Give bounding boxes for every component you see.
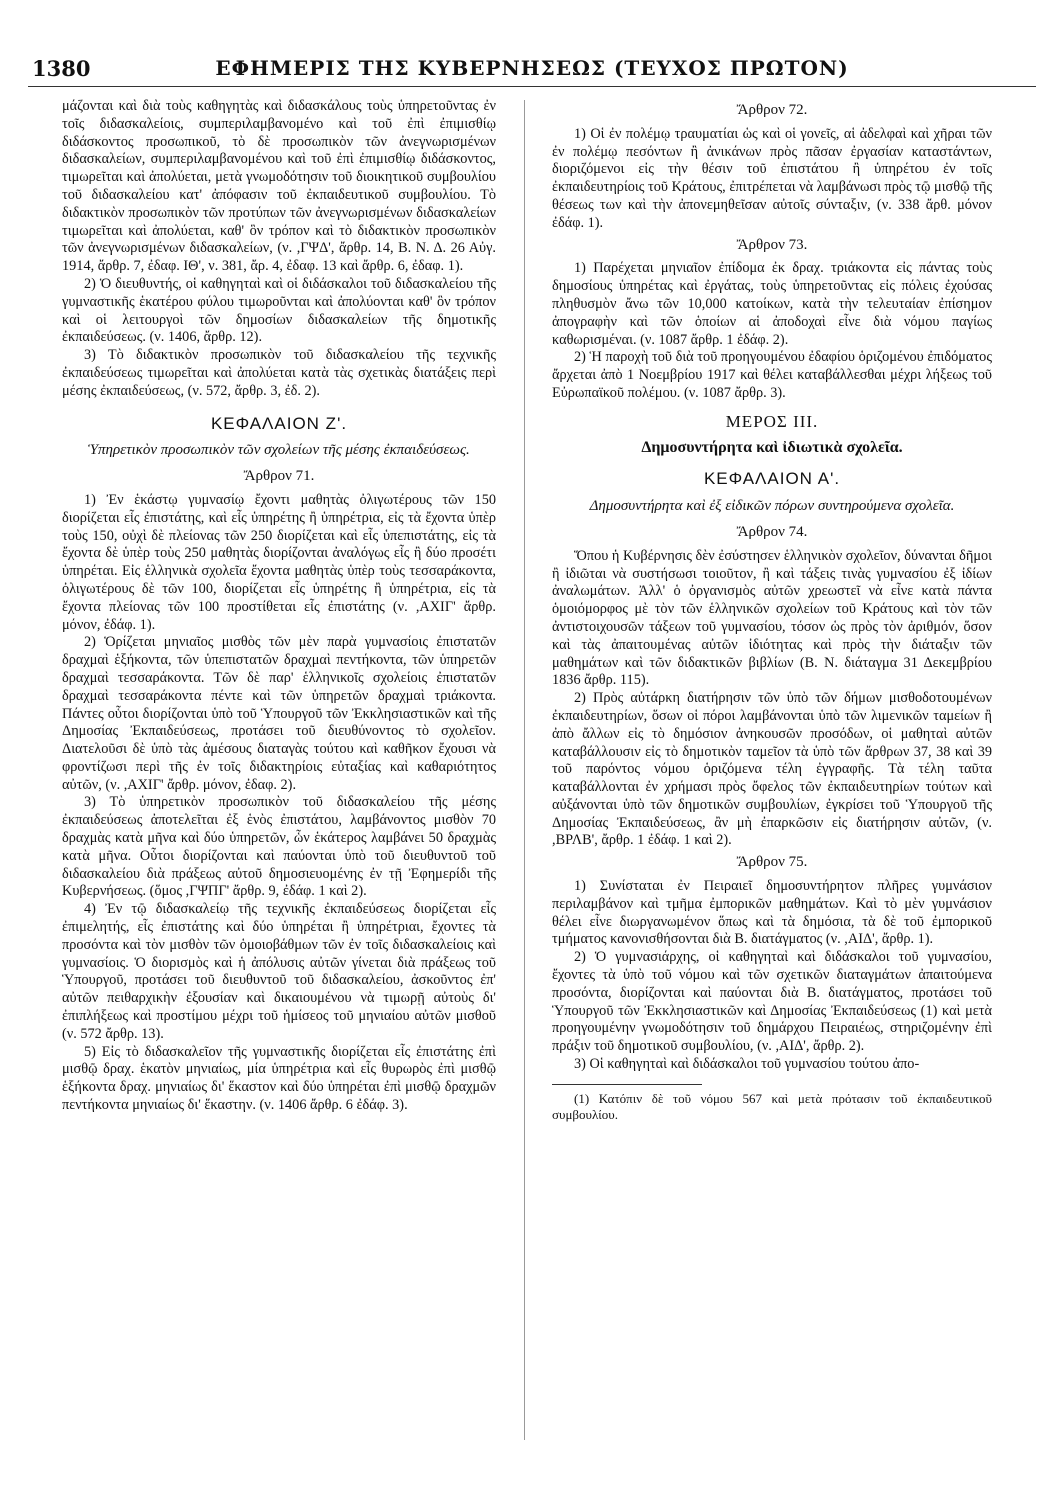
paragraph: 2) Ὁ διευθυντής, οἱ καθηγηταὶ καὶ οἱ διδάσκαλοι τοῦ διδασκαλείου τῆς γυμναστικῆς ἑκατέρου φύλου τιμωροῦνται καὶ ἀπολύονται καθ' ὃν τρόπον καὶ οἱ λειτουργοὶ τῶν δημοσίων διδασκαλείων τῆς δημοτικῆς ἐκπαιδεύσεως. (ν. 1406, ἄρθρ. 12).: [62, 275, 496, 346]
paragraph: 5) Εἰς τὸ διδασκαλεῖον τῆς γυμναστικῆς διορίζεται εἷς ἐπιστάτης ἐπὶ μισθῷ δραχ. ἑκατὸν μηνιαίως, μία ὑπηρέτρια καὶ εἷς θυρωρὸς ἐπὶ μισθῷ ἑξήκοντα δραχ. μηνιαίως δι' ἕκαστον καὶ δύο ὑπηρέται ἐπὶ μισθῷ δραχμῶν πεντήκοντα μηνιαίως δι' ἕκαστην. (ν. 1406 ἄρθρ. 6 ἐδάφ. 3).: [62, 1043, 496, 1114]
chapter-heading: ΚΕΦΑΛΑΙΟΝ Α'.: [703, 469, 841, 489]
paragraph: 1) Οἱ ἐν πολέμῳ τραυματίαι ὡς καὶ οἱ γονεῖς, αἱ ἀδελφαὶ καὶ χῆραι τῶν ἐν πολέμῳ πεσόντων ἢ ἀνικάνων πρὸς πᾶσαν ἐργασίαν καταστάντων, διοριζόμενοι εἰς τὴν θέσιν τοῦ ἐπιστάτου ἢ ὑπηρέτου ἐν τοῖς ἐκπαιδευτηρίοις τοῦ Κράτους, ἐπιτρέπεται νὰ λαμβάνωσι πρὸς τῷ μισθῷ τῆς θέσεως των καὶ τὴν ἀπονεμηθεῖσαν αὐτοῖς σύνταξιν, (ν. 338 ἄρθ. μόνον ἐδάφ. 1).: [552, 125, 992, 231]
article-heading: Ἄρθρον 72.: [736, 102, 808, 118]
article-heading: Ἄρθρον 71.: [243, 468, 315, 485]
paragraph: 1) Ἐν ἑκάστῳ γυμνασίῳ ἔχοντι μαθητὰς ὀλιγωτέρους τῶν 150 διορίζεται εἷς ἐπιστάτης, καὶ εἷς ὑπηρέτης ἢ ὑπηρέτρια, εἰς τὰ ἔχοντα ὑπὲρ τοὺς 150, οὐχὶ δὲ πλείονας τῶν 250 διορίζεται καὶ εἷς ὑπεπιστάτης, εἰς τὰ ἔχοντα δὲ ὑπὲρ τοὺς 250 μαθητὰς διορίζονται ἀναλόγως εἷς ἢ δύο προσέτι ὑπηρέται. Εἰς ἑλληνικὰ σχολεῖα ἔχοντα μαθητὰς ὑπὲρ τοὺς τεσσαράκοντα, ὀλιγωτέρους δὲ τῶν 100, διορίζεται εἷς ὑπηρέτης ἢ ὑπηρέτρια, εἰς τὰ ἔχοντα πλείονας τῶν 100 προστίθεται εἷς ἐπιστάτης (ν. ,ΑΧΙΓ' ἄρθρ. μόνον, ἐδάφ. 1).: [62, 491, 496, 633]
part-subtitle: Δημοσυντήρητα καὶ ἰδιωτικὰ σχολεῖα.: [641, 438, 903, 456]
paragraph: 4) Ἐν τῷ διδασκαλείῳ τῆς τεχνικῆς ἐκπαιδεύσεως διορίζεται εἷς ἐπιμελητής, εἷς ἐπιστάτης καὶ δύο ὑπηρέται ἢ ὑπηρέτριαι, ἔχοντες τὰ προσόντα καὶ τὸν μισθὸν τῶν ὁμοιοβάθμων τῶν ἐν τοῖς διδασκαλείοις καὶ γυμνασίοις. Ὁ διορισμὸς καὶ ἡ ἀπόλυσις αὐτῶν γίνεται διὰ πράξεως τοῦ Ὑπουργοῦ, προτάσει τοῦ διευθυντοῦ τοῦ διδασκαλείου, ἀσκοῦντος ἐπ' αὐτῶν πειθαρχικὴν ἐξουσίαν καὶ δικαιουμένου νὰ τιμωρῇ αὐτοὺς δι' ἐπιπλήξεως καὶ προστίμου μέχρι τοῦ ἡμίσεος τοῦ μηνιαίου αὐτῶν μισθοῦ (ν. 572 ἄρθρ. 13).: [62, 901, 496, 1042]
paragraph: 1) Παρέχεται μηνιαῖον ἐπίδομα ἐκ δραχ. τριάκοντα εἰς πάντας τοὺς δημοσίους ὑπηρέτας καὶ ἐργάτας, τοὺς ὑπηρετοῦντας εἰς πόλεις ἐχούσας πληθυσμὸν ἄνω τῶν 10,000 κατοίκων, κατὰ τὴν τελευταίαν ἐπίσημον ἀπογραφὴν καὶ τῶν ὁποίων αἱ ἀποδοχαὶ εἶνε διὰ νόμου παγίως καθωρισμέναι. (ν. 1087 ἄρθρ. 1 ἐδάφ. 2).: [552, 260, 992, 348]
article-heading: Ἄρθρον 74.: [736, 523, 808, 540]
part-heading: ΜΕΡΟΣ ΙΙΙ.: [725, 411, 819, 431]
chapter-subtitle: Δημοσυντήρητα καὶ ἐξ εἰδικῶν πόρων συντηρούμενα σχολεῖα.: [589, 498, 955, 515]
chapter-subtitle: Ὑπηρετικὸν προσωπικὸν τῶν σχολείων τῆς μέσης ἐκπαιδεύσεως.: [88, 442, 470, 459]
paragraph: 3) Οἱ καθηγηταὶ καὶ διδάσκαλοι τοῦ γυμνασίου τούτου ἀπο-: [574, 1056, 920, 1073]
paragraph: Ὅπου ἡ Κυβέρνησις δὲν ἐσύστησεν ἑλληνικὸν σχολεῖον, δύνανται δῆμοι ἢ ἰδιῶται νὰ συστήσωσι τοιοῦτον, ἢ καὶ τάξεις τινὰς γυμνασίου ἐξ ἰδίων ἀναλωμάτων. Ἀλλ' ὁ ὀργανισμὸς αὐτῶν χρεωστεῖ νὰ εἶνε κατὰ πάντα ὁμοιόμορφος μὲ τὸν τῶν ἑλληνικῶν σχολείων τοῦ Κράτους καὶ τὸν τῶν ἀντιστοιχουσῶν τάξεων τοῦ γυμνασίου, τόσον ὡς πρὸς τὸν ἀριθμόν, ὅσον καὶ τὰς ἀπαιτουμένας αὐτῶν ἰδιότητας καὶ πρὸς τὴν διάταξιν τῶν μαθημάτων καὶ τῶν διδακτικῶν βιβλίων (Β. Ν. διάταγμα 31 Δεκεμβρίου 1836 ἄρθρ. 115).: [552, 547, 992, 689]
paragraph: 2) Ὁ γυμνασιάρχης, οἱ καθηγηταὶ καὶ διδάσκαλοι τοῦ γυμνασίου, ἔχοντες τὰ ὑπὸ τοῦ νόμου καὶ τῶν σχετικῶν διαταγμάτων ἀπαιτούμενα προσόντα, διορίζονται καὶ παύονται διὰ Β. διατάγματος, προτάσει τοῦ Ὑπουργοῦ τῶν Ἐκκλησιαστικῶν καὶ Δημοσίας Ἐκπαιδεύσεως (1) καὶ μετὰ προηγουμένην γνωμοδότησιν τοῦ δημάρχου Πειραιέως, στηριζομένην ἐπὶ πράξιν τοῦ δημοτικοῦ συμβουλίου, (ν. ,ΑΙΔ', ἄρθρ. 2).: [552, 949, 992, 1055]
paragraph: 3) Τὸ ὑπηρετικὸν προσωπικὸν τοῦ διδασκαλείου τῆς μέσης ἐκπαιδεύσεως ἀποτελεῖται ἐξ ἑνὸς ἐπιστάτου, λαμβάνοντος μισθὸν 70 δραχμὰς κατὰ μῆνα καὶ δύο ὑπηρετῶν, ὧν ἑκάτερος λαμβάνει 50 δραχμὰς κατὰ μῆνα. Οὗτοι διορίζονται καὶ παύονται ὑπὸ τοῦ διευθυντοῦ τοῦ διδασκαλείου διὰ πράξεως αὐτοῦ δημοσιευομένης ἐν τῇ Ἐφημερίδι τῆς Κυβερνήσεως. (ὅμος ,ΓΨΠΓ' ἄρθρ. 9, ἐδάφ. 1 καὶ 2).: [62, 794, 496, 900]
paragraph: 1) Συνίσταται ἐν Πειραιεῖ δημοσυντήρητον πλῆρες γυμνάσιον περιλαμβάνον καὶ τμῆμα ἐμπορικῶν μαθημάτων. Καὶ τὸ μὲν γυμνάσιον θέλει εἶνε διωργανωμένον ὅπως καὶ τὰ δημόσια, τὰ δὲ τοῦ ἐμπορικοῦ τμήματος κανονισθήσονται διὰ Β. διατάγματος (ν. ,ΑΙΔ', ἄρθρ. 1).: [552, 878, 992, 948]
chapter-heading: ΚΕΦΑΛΑΙΟΝ Ζ'.: [210, 413, 348, 433]
paragraph: μάζονται καὶ διὰ τοὺς καθηγητὰς καὶ διδασκάλους τοὺς ὑπηρετοῦντας ἐν τοῖς διδασκαλείοις, συμπεριλαμβανομένο καὶ τοῦ ἐπὶ ἐπιμισθίῳ διδάσκοντος προσωπικοῦ, τὸ δὲ προσωπικὸν τῶν ἀνεγνωρισμένων διδασκαλείων, συμπεριλαμβανομένου καὶ τοῦ ἐπὶ ἐπιμισθίῳ διδάσκοντος, τιμωρεῖται καὶ ἀπολύεται, μετὰ γνωμοδότησιν τοῦ διοικητικοῦ συμβουλίου τοῦ διδασκαλείου κατ' ἀπόφασιν τοῦ ἐκπαιδευτικοῦ συμβουλίου. Τὸ διδακτικὸν προσωπικὸν τῶν προτύπων τῶν ἀνεγνωρισμένων διδασκαλείων τιμωρεῖται καὶ ἀπολύεται, καθ' ὃν τρόπον καὶ τὸ διδακτικὸν προσωπικὸν τῶν ἀνεγνωρισμένων διδασκαλείων, (ν. ,ΓΨΔ', ἄρθρ. 14, Β. Ν. Δ. 26 Αὐγ. 1914, ἄρθρ. 7, ἐδαφ. ΙΘ', ν. 381, ἄρ. 4, ἐδαφ. 13 καὶ ἄρθρ. 6, ἐδαφ. 1).: [62, 98, 496, 275]
paragraph: 2) Πρὸς αὐτάρκη διατήρησιν τῶν ὑπὸ τῶν δήμων μισθοδοτουμένων ἐκπαιδευτηρίων, ὅσων οἱ πόροι λαμβάνονται ὑπὸ τῶν λιμενικῶν ταμείων ἢ ἀπὸ ἄλλων εἰς τὸ δημόσιον ἀνηκουσῶν προσόδων, οἱ μαθηταὶ αὐτῶν καταβάλλουσιν εἰς τὸ δημοτικὸν ταμεῖον τὰ ὑπὸ τῶν ἄρθρων 37, 38 καὶ 39 τοῦ παρόντος νόμου ὁριζόμενα τέλη ἐγγραφῆς. Τὰ τέλη ταῦτα καταβάλλονται ἐν χρήμασι πρὸς ὄφελος τῶν ἐκπαιδευτηρίων τούτων καὶ αὐξάνονται ὑπὸ τῶν δημοτικῶν συμβουλίων, ἐγκρίσει τοῦ Ὑπουργοῦ τῆς Δημοσίας Ἐκπαιδεύσεως, ἂν μὴ ἐπαρκῶσιν εἰς διατήρησιν αὐτῶν, (ν. ,ΒΡΛΒ', ἄρθρ. 1 ἐδάφ. 1 καὶ 2).: [552, 690, 992, 849]
page-header: [28, 52, 1036, 87]
running-title: ΕΦΗΜΕΡΙΣ ΤΗΣ ΚΥΒΕΡΝΗΣΕΩΣ (ΤΕΥΧΟΣ ΠΡΩΤΟΝ): [215, 56, 849, 80]
paragraph: 2) Ἡ παροχὴ τοῦ διὰ τοῦ προηγουμένου ἐδαφίου ὁριζομένου ἐπιδόματος ἄρχεται ἀπὸ 1 Νοεμβρίου 1917 καὶ θέλει καταβάλλεσθαι μέχρι λήξεως τοῦ Εὐρωπαϊκοῦ πολέμου. (ν. 1087 ἄρθρ. 3).: [552, 349, 992, 401]
left-column: [62, 98, 496, 1440]
footnote-rule: [552, 1084, 702, 1085]
right-column: [552, 98, 992, 1440]
article-heading: Ἄρθρον 75.: [736, 854, 808, 871]
paragraph: 2) Ὁρίζεται μηνιαῖος μισθὸς τῶν μὲν παρὰ γυμνασίοις ἐπιστατῶν δραχμαὶ ἑξήκοντα, τῶν ὑπεπιστατῶν δραχμαὶ πεντήκοντα, τῶν ὑπηρετῶν δραχμαὶ τεσσαράκοντα. Τῶν δὲ παρ' ἑλληνικοῖς σχολείοις ἐπιστατῶν δραχμαὶ τεσσαράκοντα πέντε καὶ τῶν ὑπηρετῶν δραχμαὶ τριάκοντα. Πάντες οὗτοι διορίζονται ὑπὸ τοῦ Ὑπουργοῦ τῶν Ἐκκλησιαστικῶν καὶ τῆς Δημοσίας Ἐκπαιδεύσεως, προτάσει τοῦ διευθύνοντος τὸ σχολεῖον. Διατελοῦσι δὲ ὑπὸ τὰς ἀμέσους διαταγὰς τούτου καὶ καθῆκον ἔχουσι νὰ φροντίζωσι περὶ τῆς ἐν τοῖς διδακτηρίοις εὐταξίας καὶ καθαριότητος αὐτῶν, (ν. ,ΑΧΙΓ' ἄρθρ. μόνον, ἐδαφ. 2).: [62, 634, 496, 793]
footnote: (1) Κατόπιν δὲ τοῦ νόμου 567 καὶ μετὰ πρότασιν τοῦ ἐκπαιδευτικοῦ συμβουλίου.: [552, 1090, 992, 1122]
article-heading: Ἄρθρον 73.: [736, 236, 808, 253]
page-number: 1380: [32, 56, 91, 81]
column-divider: [524, 100, 525, 1440]
paragraph: 3) Τὸ διδακτικὸν προσωπικὸν τοῦ διδασκαλείου τῆς τεχνικῆς ἐκπαιδεύσεως τιμωρεῖται καὶ ἀπολύεται κατὰ τὰς σχετικὰς διατάξεις περὶ μέσης ἐκπαιδεύσεως, (ν. 572, ἄρθρ. 3, ἐδ. 2).: [62, 347, 496, 399]
